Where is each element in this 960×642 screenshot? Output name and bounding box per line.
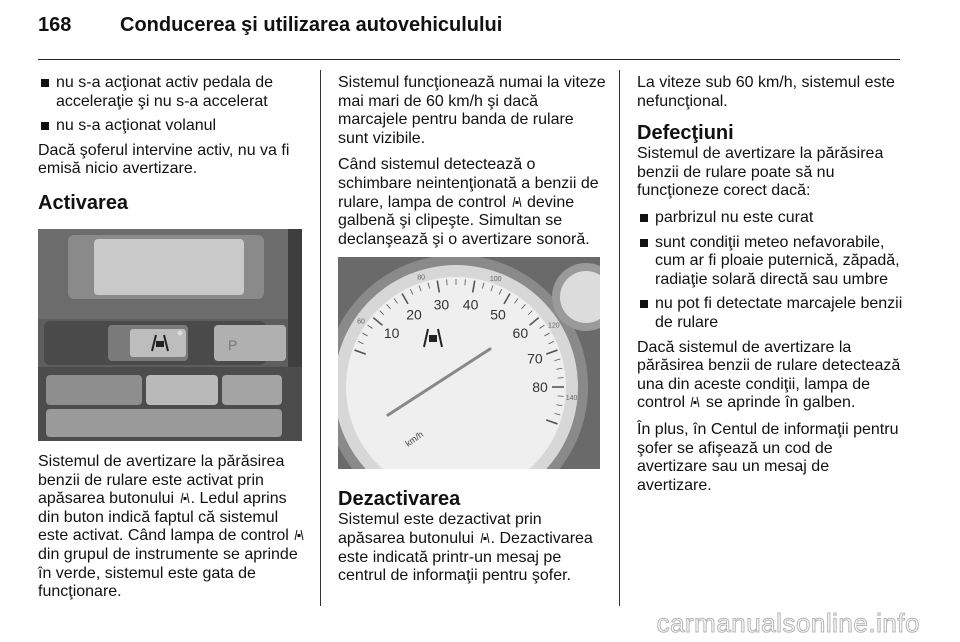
- header-divider: [38, 59, 900, 60]
- list-item: nu s-a acţionat activ pedala de acceleraţie şi nu s-a accelerat: [38, 74, 310, 111]
- speedometer-label: 20: [406, 306, 422, 323]
- column-2: [338, 74, 608, 594]
- paragraph: Când sistemul detectează o schimbare neintenţionată a benzii de rulare, lampa de control devine galbenă şi clipeşte. Simultan se declanşează şi o avertizare sonoră.: [338, 156, 599, 248]
- section-heading-activarea: Activarea: [38, 191, 129, 214]
- speedometer-outer-label: 120: [547, 323, 560, 331]
- dashboard-buttons-photo: [38, 229, 302, 441]
- speedometer-label: 70: [527, 350, 543, 367]
- page-number: 168: [38, 14, 72, 36]
- column-divider-1: [320, 70, 321, 606]
- lane-departure-icon: [512, 196, 522, 208]
- page-title: Conducerea şi utilizarea autovehiculului: [120, 14, 503, 36]
- lane-departure-icon: [180, 492, 190, 504]
- paragraph: Dacă sistemul de avertizare la părăsirea benzii de rulare detectează una din aceste condiţii, lampa de control se aprinde în galben.: [637, 338, 901, 412]
- speedometer-photo: [338, 257, 600, 469]
- speedometer-label: 60: [512, 325, 529, 342]
- watermark: carmanualsonline.info: [656, 608, 920, 638]
- speedometer-outer-label: 100: [489, 276, 502, 284]
- speedometer-outer-label: 80: [417, 274, 426, 282]
- paragraph: Sistemul de avertizare la părăsirea benzii de rulare este activat prin apăsarea butonului . Ledul aprins din buton indică faptul că sistemul este activat. Când lampa de control din grupul de instrumente se aprinde în verde, sistemul este gata de funcţionare.: [38, 453, 310, 602]
- speedometer-outer-label: 60: [357, 318, 365, 326]
- speedometer-tick: [447, 280, 448, 286]
- speedometer-label: 10: [383, 325, 400, 342]
- column-3: [637, 74, 905, 503]
- list-item: nu s-a acţionat volanul: [38, 117, 310, 136]
- speedometer-unit: km/h: [403, 429, 426, 449]
- column-divider-2: [619, 70, 620, 606]
- lane-departure-icon: [690, 396, 700, 408]
- speedometer-label: 40: [462, 296, 479, 313]
- paragraph: Dacă şoferul intervine activ, nu va fi emisă nicio avertizare.: [38, 141, 290, 178]
- speedometer-outer-label: 140: [565, 395, 578, 403]
- speedometer-label: 50: [490, 306, 506, 323]
- paragraph: Sistemul funcţionează numai la viteze mai mari de 60 km/h şi dacă marcajele pentru banda de rulare sunt vizibile.: [338, 74, 606, 147]
- speedometer-tick: [558, 378, 564, 379]
- speedometer-label: 80: [532, 379, 548, 396]
- list-item: nu pot fi detectate marcajele benzii de rulare: [637, 295, 905, 332]
- speedometer-tick: [465, 280, 466, 286]
- paragraph: Sistemul este dezactivat prin apăsarea butonului . Dezactivarea este indicată printr-un mesaj pe centrul de informaţii pentru şofer.: [338, 511, 593, 585]
- speedometer-tick: [558, 396, 564, 397]
- list-item: sunt condiţii meteo nefavorabile, cum ar fi ploaie puternică, zăpadă, radiaţie solară directă sau umbre: [637, 234, 905, 290]
- section-heading-defectiuni: Defecţiuni: [637, 122, 734, 145]
- paragraph: Sistemul de avertizare la părăsirea benzii de rulare poate să nu funcţioneze corect dacă:: [637, 145, 884, 200]
- svg-text:P: P: [228, 336, 238, 353]
- paragraph: La viteze sub 60 km/h, sistemul este nefuncţional.: [637, 74, 895, 110]
- list-item: parbrizul nu este curat: [637, 209, 905, 228]
- speedometer-label: 30: [433, 296, 450, 313]
- section-heading-dezactivarea: Dezactivarea: [338, 488, 461, 511]
- lane-departure-icon: [480, 532, 490, 544]
- column-1: [38, 74, 310, 610]
- lane-departure-icon: [294, 529, 304, 541]
- paragraph: În plus, în Centul de informaţii pentru şofer se afişează un cod de avertizare sau un mesaj de avertizare.: [637, 420, 899, 494]
